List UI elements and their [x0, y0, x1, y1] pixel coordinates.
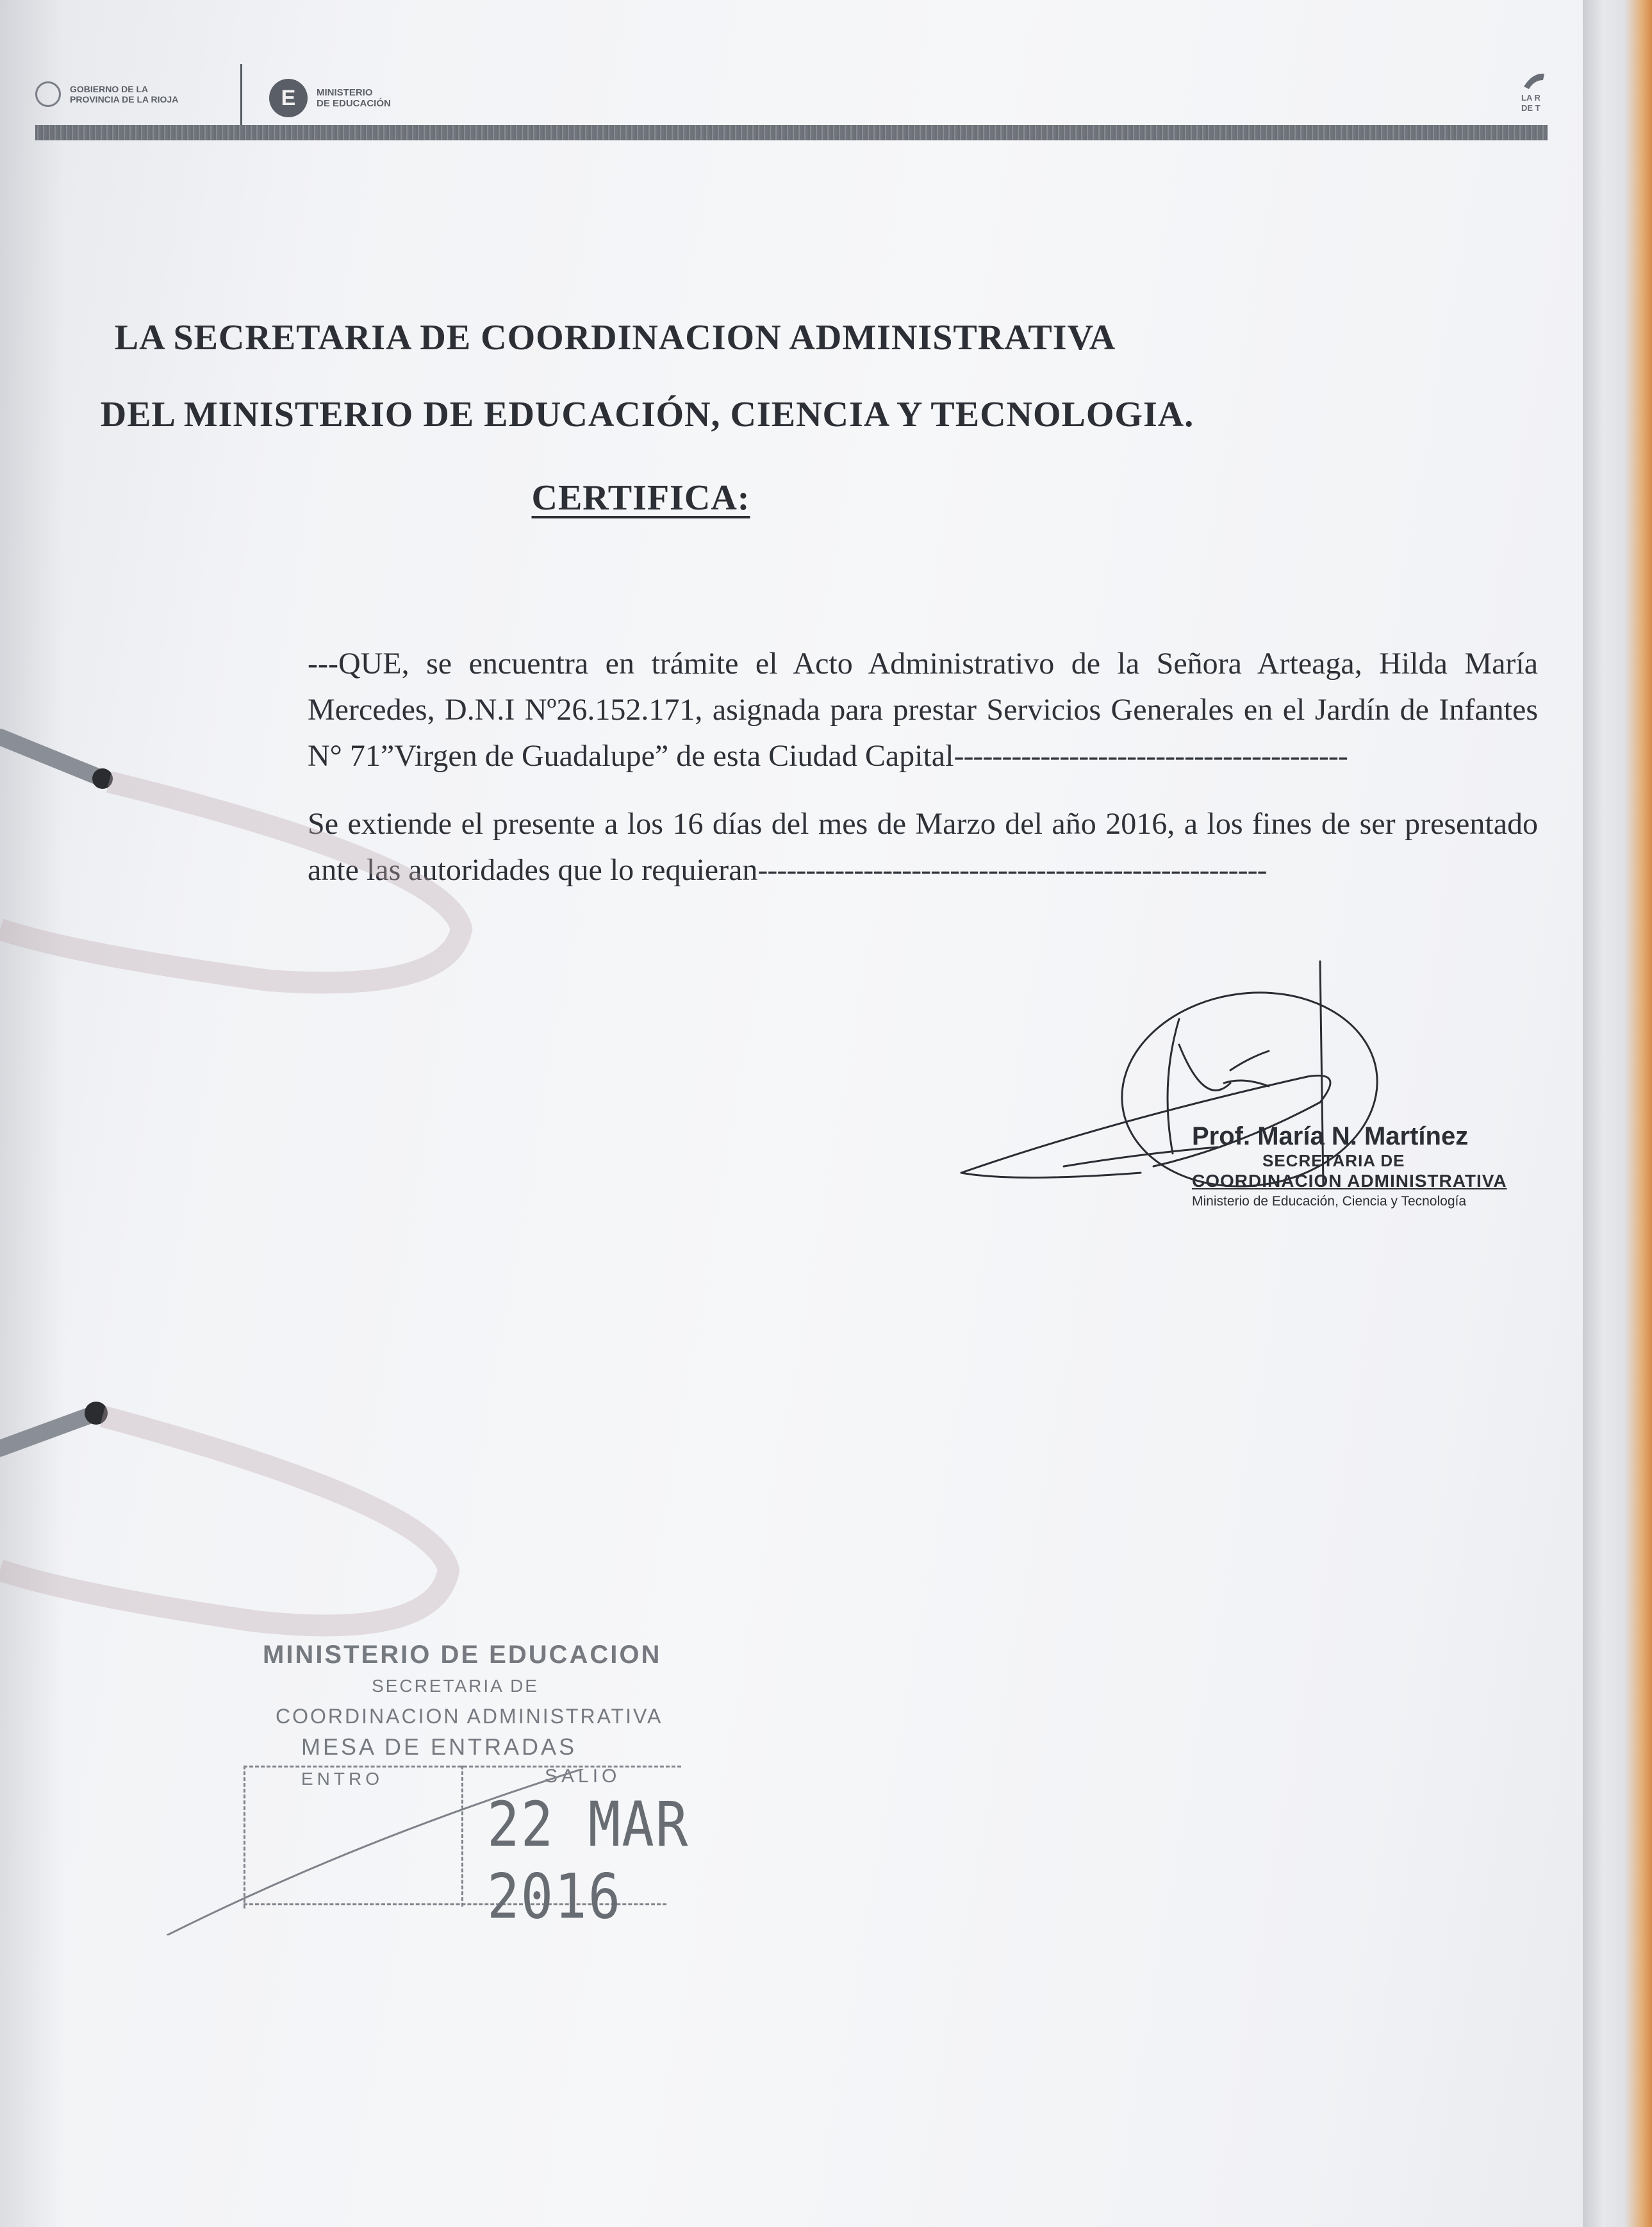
title-line-1: LA SECRETARIA DE COORDINACION ADMINISTRATIVA	[114, 318, 1116, 358]
stamp-entro-label: ENTRO	[301, 1769, 383, 1789]
stamp-slash-mark	[167, 1769, 743, 1935]
stamp-coordinacion: COORDINACION ADMINISTRATIVA	[276, 1705, 663, 1728]
signer-role-line1: SECRETARIA DE	[1262, 1151, 1405, 1170]
title-line-2: DEL MINISTERIO DE EDUCACIÓN, CIENCIA Y TECNOLOGIA.	[100, 395, 1194, 435]
para1-text: ---QUE, se encuentra en trámite el Acto Administrativo de la Señora Arteaga, Hilda María Mercedes, D.N.I Nº26.152.171, asignada para prestar Servicios Generales en el Jardín de Infantes N° 71”Virgen de Guadalupe” de esta Ciudad Capital	[308, 647, 1538, 773]
para1-fill: -----------------------------------------	[954, 739, 1348, 773]
gobierno-line1: GOBIERNO DE LA	[70, 84, 149, 94]
para2-fill: -----------------------------------------------------	[757, 853, 1267, 887]
ministerio-badge-icon: E	[269, 79, 308, 117]
svg-text:LA R: LA R	[1521, 93, 1540, 103]
body-paragraph-1	[308, 641, 1538, 779]
signature-block	[1192, 1122, 1551, 1211]
gobierno-line2: PROVINCIA DE LA RIOJA	[70, 94, 179, 104]
certifica-heading: CERTIFICA:	[531, 478, 750, 518]
signer-name: Prof. María N. Martínez	[1192, 1122, 1469, 1150]
stamp-date: 22 MAR 2016	[487, 1788, 690, 1933]
signer-institution: Ministerio de Educación, Ciencia y Tecnología	[1192, 1194, 1467, 1209]
stamp-ministry: MINISTERIO DE EDUCACION	[263, 1641, 662, 1669]
signer-role-line2: COORDINACION ADMINISTRATIVA	[1192, 1171, 1507, 1191]
provincial-seal-icon	[35, 81, 61, 107]
right-logo-icon	[1519, 67, 1548, 119]
stamp-mesa-entradas: MESA DE ENTRADAS	[301, 1734, 577, 1760]
reception-stamp	[244, 1641, 743, 1935]
letterhead-rule	[35, 125, 1548, 140]
binder-ring-upper-icon	[0, 718, 487, 1013]
svg-text:DE T: DE T	[1521, 103, 1540, 113]
letterhead-divider	[240, 64, 242, 125]
binder-ring-lower-icon	[0, 1378, 474, 1673]
ministerio-line1: MINISTERIO	[317, 87, 373, 98]
stamp-secretaria: SECRETARIA DE	[372, 1676, 539, 1696]
stamp-salio-label: SALIO	[545, 1766, 621, 1787]
gobierno-logo	[35, 81, 178, 107]
ministerio-line2: DE EDUCACIÓN	[317, 98, 391, 109]
para2-text: Se extiende el presente a los 16 días del mes de Marzo del año 2016, a los fines de ser presentado ante las autoridades que lo requieran	[308, 807, 1538, 887]
ministerio-logo	[269, 79, 391, 117]
page-stack-edge	[1583, 0, 1652, 2227]
body-paragraph-2	[308, 801, 1538, 893]
